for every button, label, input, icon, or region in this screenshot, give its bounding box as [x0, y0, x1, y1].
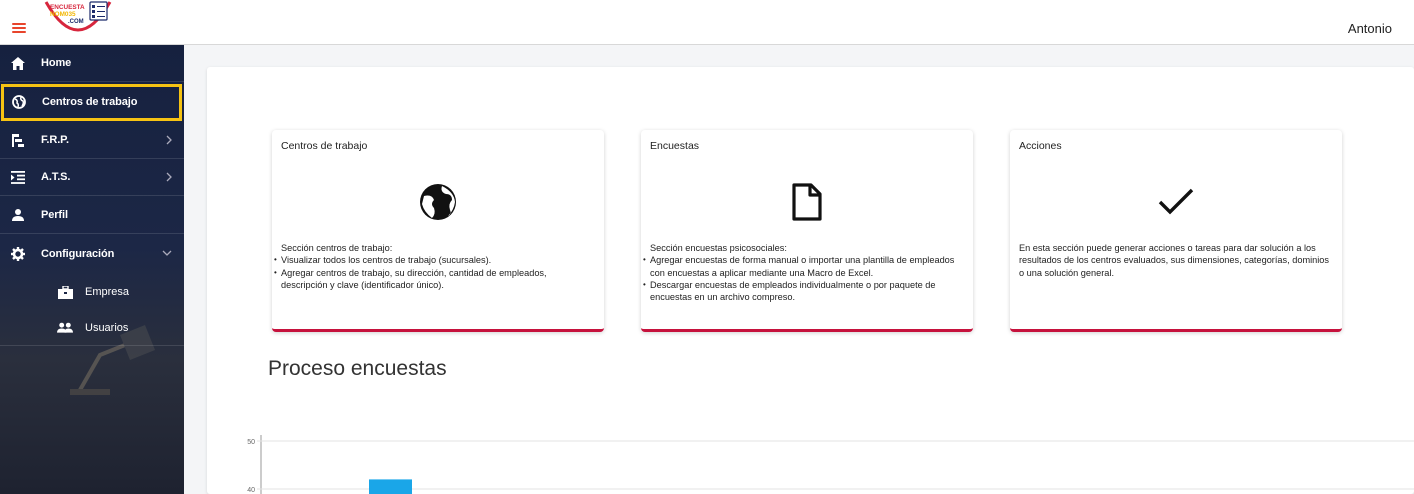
svg-text:NOM035: NOM035: [50, 11, 76, 18]
chevron-down-icon: [162, 250, 172, 256]
card-body: [650, 242, 964, 303]
sidebar-item-ats[interactable]: [0, 159, 184, 196]
svg-text:.COM: .COM: [68, 19, 84, 25]
y-tick-label: 50: [247, 439, 255, 446]
card-intro: Sección centros de trabajo:: [281, 243, 393, 253]
card-title: Centros de trabajo: [281, 140, 368, 152]
globe-icon: [418, 182, 458, 222]
card-intro: En esta sección puede generar acciones o tareas para dar solución a los resultados de los centros evaluados, sus dimensiones, categorías, dominios o una solución general.: [1019, 243, 1329, 278]
card-title: Acciones: [1019, 140, 1062, 152]
tree-icon: [10, 132, 26, 148]
card-bullet: • Agregar centros de trabajo, su dirección, cantidad de empleados, descripción y clave (identificador único).: [281, 267, 595, 292]
card-acciones[interactable]: [1010, 130, 1342, 332]
card-bullet: • Visualizar todos los centros de trabajo (sucursales).: [281, 254, 595, 266]
card-bullet: • Agregar encuestas de forma manual o importar una plantilla de empleados con encuestas a aplicar mediante una Macro de Excel.: [650, 254, 964, 279]
sidebar-item-label: Perfil: [41, 209, 68, 221]
sidebar-item-label: A.T.S.: [41, 171, 71, 183]
sidebar-item-label: Centros de trabajo: [42, 96, 138, 108]
sidebar-subitem-label: Empresa: [85, 286, 130, 298]
sidebar: [0, 45, 184, 494]
card-bullet: • Descargar encuestas de empleados individualmente o por paquete de encuestas en un archivo compreso.: [650, 279, 964, 304]
sidebar-item-label: F.R.P.: [41, 134, 69, 146]
card-body: [281, 242, 595, 291]
check-icon: [1156, 182, 1196, 222]
sidebar-item-centros-de-trabajo[interactable]: [1, 84, 182, 121]
sidebar-item-home[interactable]: [0, 45, 184, 82]
sidebar-item-frp[interactable]: [0, 122, 184, 159]
globe-icon: [11, 94, 27, 110]
sidebar-subitem-usuarios[interactable]: [0, 310, 184, 346]
svg-text:ENCUESTA: ENCUESTA: [50, 4, 85, 11]
gear-icon: [10, 246, 26, 262]
person-icon: [10, 207, 26, 223]
card-title: Encuestas: [650, 140, 700, 152]
sidebar-item-label: Configuración: [41, 247, 115, 260]
hamburger-menu-icon[interactable]: [12, 23, 26, 33]
proceso-encuestas-chart: [240, 425, 1414, 494]
card-body: [1019, 242, 1333, 279]
sidebar-item-label: Home: [41, 57, 72, 69]
chevron-right-icon: [166, 135, 172, 145]
sidebar-subitem-label: Usuarios: [85, 321, 129, 334]
user-name[interactable]: Antonio: [1347, 21, 1392, 36]
top-bar: [0, 0, 1414, 45]
file-icon: [787, 182, 827, 222]
section-title: Proceso encuestas: [268, 357, 447, 380]
sidebar-item-configuracion[interactable]: [0, 235, 184, 272]
encuesta-nom035-logo[interactable]: [44, 0, 112, 42]
home-icon: [10, 55, 26, 71]
sidebar-item-perfil[interactable]: [0, 197, 184, 234]
chevron-right-icon: [166, 172, 172, 182]
card-encuestas[interactable]: [641, 130, 973, 332]
chart-bar[interactable]: [369, 479, 412, 494]
briefcase-icon: [57, 285, 73, 299]
card-intro: Sección encuestas psicosociales:: [650, 243, 787, 253]
sidebar-subitem-empresa[interactable]: [0, 274, 184, 310]
card-centros-de-trabajo[interactable]: [272, 130, 604, 332]
indent-icon: [10, 169, 26, 185]
people-icon: [57, 321, 73, 335]
y-tick-label: 40: [247, 487, 255, 494]
